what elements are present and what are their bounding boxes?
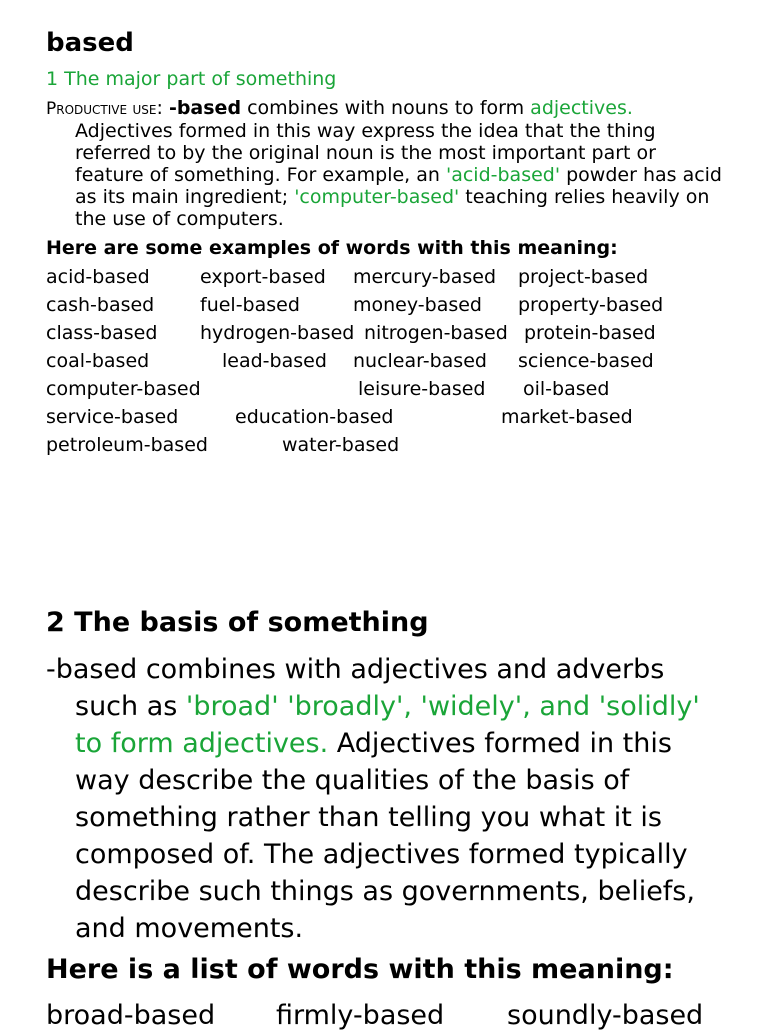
definition-text: combines with nouns to form	[241, 97, 531, 119]
example-word: petroleum-based	[46, 434, 208, 456]
example-word: property-based	[518, 294, 664, 316]
definition-line: the use of computers.	[75, 208, 284, 230]
example-word: money-based	[353, 294, 482, 316]
example-word: leisure-based	[358, 378, 486, 400]
example-word: science-based	[518, 350, 654, 372]
sense-1-definition	[46, 97, 736, 230]
example-word: computer-based	[46, 378, 201, 400]
definition-line: Adjectives formed in this way express the idea that the thing	[75, 120, 656, 142]
definition-text: powder has acid	[560, 164, 722, 186]
example-word: project-based	[518, 266, 649, 288]
sense-2-definition	[46, 651, 746, 947]
example-word: fuel-based	[200, 294, 300, 316]
example-word: oil-based	[523, 378, 610, 400]
list-word: firmly-based	[276, 1000, 445, 1031]
headword: based	[46, 28, 134, 58]
definition-line: composed of. The adjectives formed typically	[75, 839, 688, 870]
list-heading: Here is a list of words with this meaning:	[46, 954, 674, 985]
list-word: soundly-based	[507, 1000, 704, 1031]
sense-2-title: 2 The basis of something	[46, 607, 429, 638]
example-word: education-based	[235, 406, 394, 428]
definition-line: something rather than telling you what it is	[75, 802, 662, 833]
definition-line: -based combines with adjectives and adverbs	[46, 654, 665, 685]
example-word: mercury-based	[353, 266, 497, 288]
list-word: broad-based	[46, 1000, 216, 1031]
definition-highlight: adjectives.	[530, 97, 633, 119]
usage-colon: :	[156, 97, 169, 119]
definition-text: Adjectives formed in this	[328, 728, 672, 759]
example-word: coal-based	[46, 350, 150, 372]
example-word: lead-based	[222, 350, 327, 372]
examples-heading: Here are some examples of words with this meaning:	[46, 237, 618, 259]
suffix: -based	[168, 97, 242, 119]
example-word: nuclear-based	[353, 350, 487, 372]
definition-text: as its main ingredient;	[75, 186, 295, 208]
definition-line: and movements.	[75, 913, 304, 944]
example-word: class-based	[46, 322, 158, 344]
example-word: nitrogen-based	[364, 322, 508, 344]
definition-text: such as	[75, 691, 186, 722]
example-word: hydrogen-based	[200, 322, 355, 344]
example-word: export-based	[200, 266, 326, 288]
definition-highlight: to form adjectives.	[75, 728, 329, 759]
example-word: service-based	[46, 406, 179, 428]
definition-highlight: 'broad' 'broadly', 'widely', and 'solidly'	[185, 691, 700, 722]
usage-label: Productive use	[46, 99, 157, 119]
example-highlight: 'acid-based'	[445, 164, 561, 186]
definition-text: feature of something. For example, an	[75, 164, 446, 186]
definition-text: teaching relies heavily on	[459, 186, 710, 208]
example-word: cash-based	[46, 294, 155, 316]
example-word: protein-based	[524, 322, 656, 344]
example-word: market-based	[501, 406, 633, 428]
example-word: acid-based	[46, 266, 150, 288]
definition-line: describe such things as governments, beliefs,	[75, 876, 695, 907]
definition-line: referred to by the original noun is the most important part or	[75, 142, 656, 164]
definition-line: way describe the qualities of the basis of	[75, 765, 630, 796]
example-highlight: 'computer-based'	[294, 186, 460, 208]
example-word: water-based	[282, 434, 400, 456]
sense-1-title: 1 The major part of something	[46, 68, 337, 90]
